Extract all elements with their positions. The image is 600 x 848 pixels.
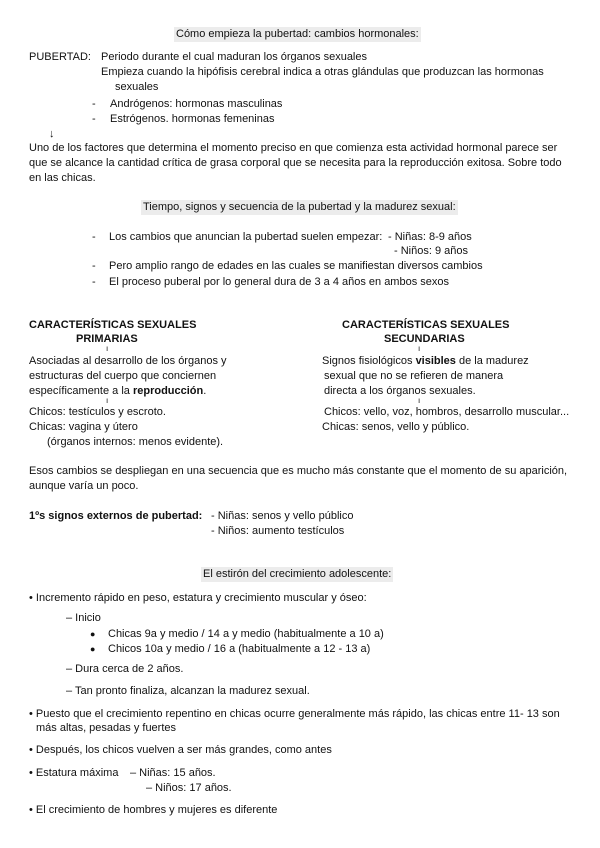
pubertad-definition: Periodo durante el cual maduran los órganos sexuales bbox=[101, 51, 367, 63]
primary-desc-line-2: estructuras del cuerpo que conciernen bbox=[29, 370, 217, 382]
timing-item-1: Los cambios que anuncian la pubertad suelen empezar: bbox=[109, 231, 383, 243]
primary-desc-line-3: específicamente a la reproducción. bbox=[29, 385, 207, 397]
inicio-boys: Chicos 10a y medio / 16 a (habitualmente a 12 - 13 a) bbox=[108, 643, 371, 655]
growth-duration: – Dura cerca de 2 años. bbox=[66, 663, 184, 675]
pubertad-line-2a: Empieza cuando la hipófisis cerebral indica a otras glándulas que produzcan las hormonas bbox=[101, 66, 544, 78]
timing-item-3: El proceso puberal por lo general dura de 3 a 4 años en ambos sexos bbox=[109, 276, 449, 288]
secondary-girls: Chicas: senos, vello y público. bbox=[322, 421, 470, 433]
growth-inicio: – Inicio bbox=[66, 612, 101, 624]
heading-timing-signs: Tiempo, signos y secuencia de la pubertad y la madurez sexual: bbox=[143, 201, 456, 213]
first-signs-boys: - Niños: aumento testículos bbox=[211, 525, 345, 537]
primary-boys: Chicos: testículos y escroto. bbox=[29, 406, 166, 418]
secondary-desc-line-3: directa a los órganos sexuales. bbox=[324, 385, 476, 397]
growth-bullet-4: • Estatura máxima bbox=[29, 767, 119, 779]
secondary-desc-line-1: Signos fisiológicos visibles de la madurez bbox=[322, 355, 529, 367]
secondary-title-line-2: SECUNDARIAS bbox=[384, 333, 465, 345]
androgens-item: Andrógenos: hormonas masculinas bbox=[110, 98, 283, 110]
estrogens-item: Estrógenos. hormonas femeninas bbox=[110, 113, 275, 125]
heading-hormonal-changes: Cómo empieza la pubertad: cambios hormonales: bbox=[176, 28, 419, 40]
max-height-girls: – Niñas: 15 años. bbox=[130, 767, 216, 779]
primary-title-line-1: CARACTERÍSTICAS SEXUALES bbox=[29, 319, 197, 331]
dash-marker: - bbox=[92, 98, 96, 110]
dash-marker: - bbox=[92, 276, 96, 288]
timing-item-2: Pero amplio rango de edades en las cuales se manifiestan diversos cambios bbox=[109, 260, 483, 272]
inicio-girls: Chicas 9a y medio / 14 a y medio (habitualmente a 10 a) bbox=[108, 628, 384, 640]
paragraph-1-line-3: en las chicas. bbox=[29, 172, 96, 184]
growth-maturity: – Tan pronto finaliza, alcanzan la madurez sexual. bbox=[66, 685, 310, 697]
growth-bullet-1: • Incremento rápido en peso, estatura y crecimiento muscular y óseo: bbox=[29, 592, 367, 604]
connector-tick: ı bbox=[106, 396, 109, 405]
first-signs-girls: - Niñas: senos y vello público bbox=[211, 510, 354, 522]
pubertad-label: PUBERTAD: bbox=[29, 51, 91, 63]
primary-girls: Chicas: vagina y útero bbox=[29, 421, 138, 433]
paragraph-2-line-1: Esos cambios se despliegan en una secuencia que es mucho más constante que el momento de su aparición, bbox=[29, 465, 568, 477]
down-arrow-icon: ↓ bbox=[49, 128, 55, 140]
connector-tick: ı bbox=[418, 344, 421, 353]
primary-desc-line-1: Asociadas al desarrollo de los órganos y bbox=[29, 355, 227, 367]
timing-girls-age: - Niñas: 8-9 años bbox=[388, 231, 472, 243]
growth-bullet-5: • El crecimiento de hombres y mujeres es diferente bbox=[29, 804, 278, 816]
timing-boys-age: - Niños: 9 años bbox=[394, 245, 468, 257]
primary-internal-note: (órganos internos: menos evidente). bbox=[47, 436, 224, 448]
heading-growth-spurt: El estirón del crecimiento adolescente: bbox=[203, 568, 392, 580]
paragraph-2-line-2: aunque varía un poco. bbox=[29, 480, 139, 492]
connector-tick: ı bbox=[106, 344, 109, 353]
dash-marker: - bbox=[92, 113, 96, 125]
connector-tick: ı bbox=[418, 396, 421, 405]
growth-bullet-3: • Después, los chicos vuelven a ser más grandes, como antes bbox=[29, 744, 332, 756]
secondary-title-line-1: CARACTERÍSTICAS SEXUALES bbox=[342, 319, 510, 331]
max-height-boys: – Niños: 17 años. bbox=[146, 782, 232, 794]
growth-bullet-2-line-1: • Puesto que el crecimiento repentino en chicas ocurre generalmente más rápido, las chicas entre 11- 13 son bbox=[29, 708, 560, 720]
pubertad-line-2b: sexuales bbox=[115, 81, 159, 93]
first-signs-label: 1ºs signos externos de pubertad: bbox=[29, 510, 203, 522]
paragraph-1-line-2: que se alcance la cantidad crítica de grasa corporal que se necesita para la reproducción exitosa. Sobre todo bbox=[29, 157, 562, 169]
growth-bullet-2-line-2: más altas, pesadas y fuertes bbox=[36, 722, 177, 734]
secondary-desc-line-2: sexual que no se refieren de manera bbox=[324, 370, 504, 382]
dash-marker: - bbox=[92, 231, 96, 243]
secondary-boys: Chicos: vello, voz, hombros, desarrollo muscular... bbox=[324, 406, 570, 418]
paragraph-1-line-1: Uno de los factores que determina el momento preciso en que comienza esta actividad hormonal parece ser bbox=[29, 142, 558, 154]
bullet-dot-icon: ● bbox=[90, 644, 96, 654]
bullet-dot-icon: ● bbox=[90, 629, 96, 639]
dash-marker: - bbox=[92, 260, 96, 272]
primary-title-line-2: PRIMARIAS bbox=[76, 333, 138, 345]
